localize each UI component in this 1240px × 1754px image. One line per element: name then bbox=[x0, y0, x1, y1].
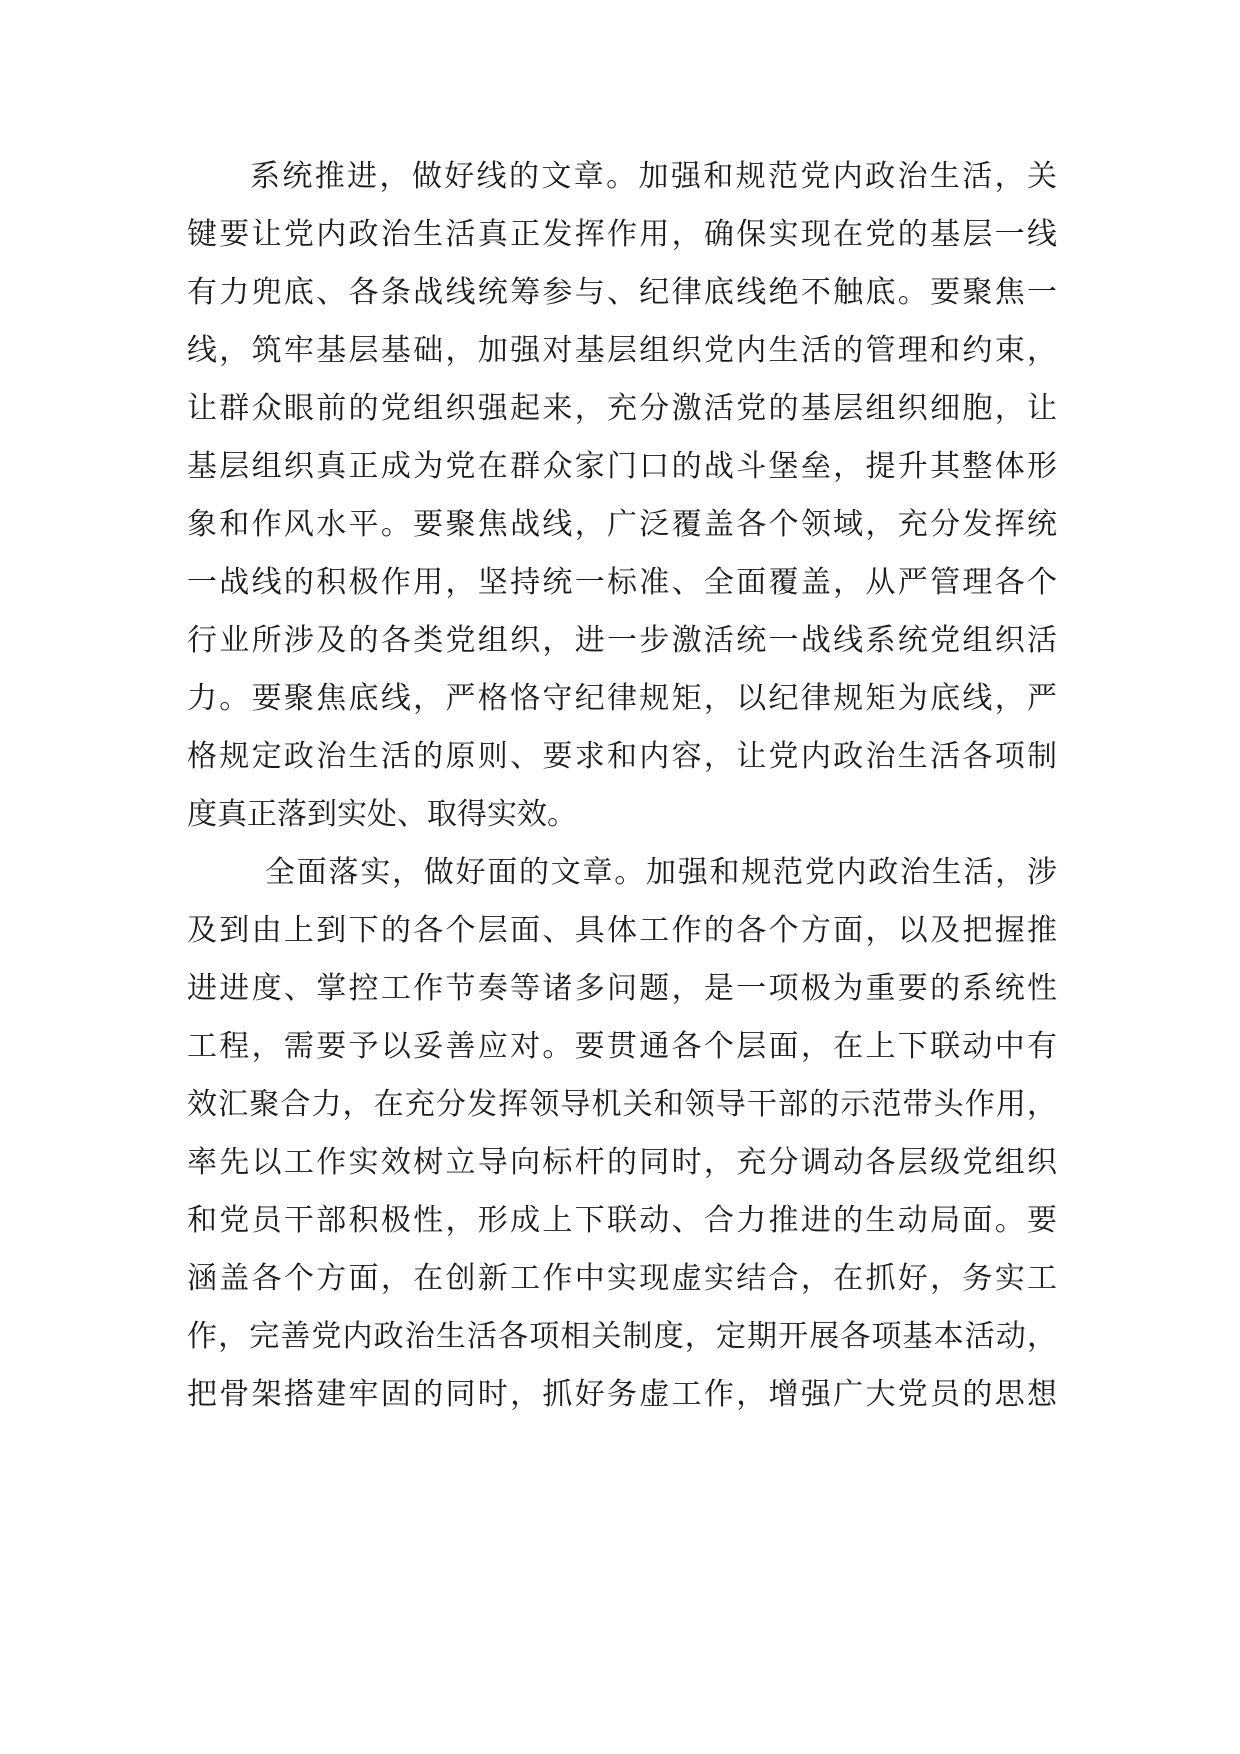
paragraph-line: 力。要聚焦底线，严格恪守纪律规矩，以纪律规矩为底线，严 bbox=[187, 681, 1057, 716]
paragraph-line: 和党员干部积极性，形成上下联动、合力推进的生动局面。要 bbox=[187, 1203, 1057, 1238]
paragraph-line: 线，筑牢基层基础，加强对基层组织党内生活的管理和约束， bbox=[187, 333, 1057, 368]
paragraph-line: 有力兜底、各条战线统筹参与、纪律底线绝不触底。要聚焦一 bbox=[187, 275, 1057, 310]
paragraph-line: 一战线的积极作用，坚持统一标准、全面覆盖，从严管理各个 bbox=[187, 565, 1057, 600]
paragraph-line: 行业所涉及的各类党组织，进一步激活统一战线系统党组织活 bbox=[187, 623, 1057, 658]
paragraph-line: 率先以工作实效树立导向标杆的同时，充分调动各层级党组织 bbox=[187, 1145, 1057, 1180]
paragraph-line: 象和作风水平。要聚焦战线，广泛覆盖各个领域，充分发挥统 bbox=[187, 507, 1057, 542]
paragraph-line: 效汇聚合力，在充分发挥领导机关和领导干部的示范带头作用， bbox=[187, 1087, 1057, 1122]
paragraph-line: 格规定政治生活的原则、要求和内容，让党内政治生活各项制 bbox=[187, 739, 1057, 774]
paragraph-line: 度真正落到实处、取得实效。 bbox=[187, 797, 577, 832]
paragraph-line: 把骨架搭建牢固的同时，抓好务虚工作，增强广大党员的思想 bbox=[187, 1377, 1057, 1412]
paragraph-line: 进进度、掌控工作节奏等诸多问题，是一项极为重要的系统性 bbox=[187, 971, 1057, 1006]
paragraph-line: 让群众眼前的党组织强起来，充分激活党的基层组织细胞，让 bbox=[187, 391, 1057, 426]
paragraph-line: 工程，需要予以妥善应对。要贯通各个层面，在上下联动中有 bbox=[187, 1029, 1057, 1064]
paragraph-line: 作，完善党内政治生活各项相关制度，定期开展各项基本活动， bbox=[187, 1319, 1057, 1354]
paragraph-line: 键要让党内政治生活真正发挥作用，确保实现在党的基层一线 bbox=[187, 217, 1057, 252]
paragraph-line: 全面落实，做好面的文章。加强和规范党内政治生活，涉 bbox=[265, 855, 1057, 890]
paragraph-line: 及到由上到下的各个层面、具体工作的各个方面，以及把握推 bbox=[187, 913, 1057, 948]
paragraph-line: 涵盖各个方面，在创新工作中实现虚实结合，在抓好，务实工 bbox=[187, 1261, 1057, 1296]
paragraph-line: 系统推进，做好线的文章。加强和规范党内政治生活，关 bbox=[250, 159, 1057, 194]
paragraph-line: 基层组织真正成为党在群众家门口的战斗堡垒，提升其整体形 bbox=[187, 449, 1057, 484]
